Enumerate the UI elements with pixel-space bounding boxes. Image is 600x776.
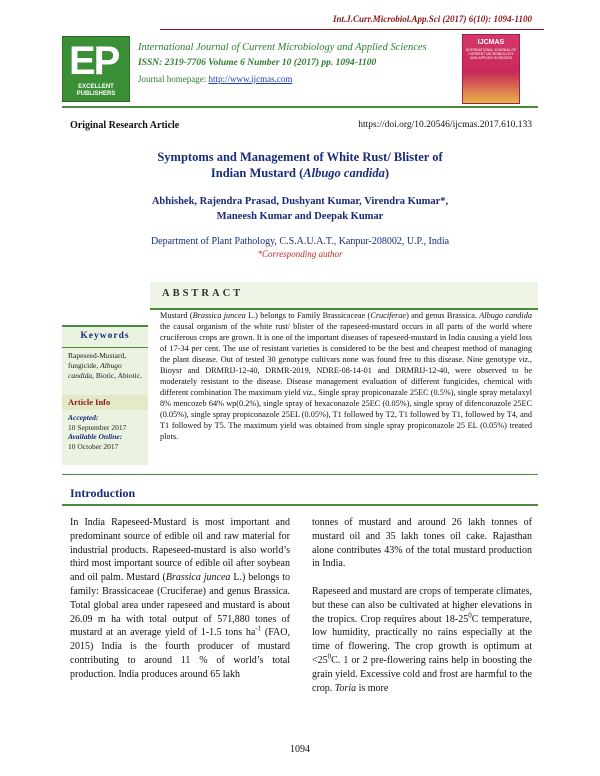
intro-fragment: C. 1 or 2 pre-flowering rains help in boosting the grain yield. Excessive cold and frost are harmful to the crop. — [312, 654, 532, 694]
affiliation: Department of Plant Pathology, C.S.A.U.A.T., Kanpur-208002, U.P., India — [150, 236, 450, 247]
introduction-right-column — [312, 516, 532, 695]
title-species: Albugo candida — [303, 166, 385, 180]
article-info — [68, 413, 148, 451]
abstract-text — [160, 310, 532, 442]
keywords-list — [68, 351, 146, 381]
introduction-divider — [62, 504, 538, 506]
header-divider — [62, 106, 538, 108]
abstract-latin-term: viz., — [302, 388, 317, 397]
abstract-species: Albugo candida — [479, 311, 532, 320]
abstract-bottom-divider — [62, 474, 538, 475]
journal-name: International Journal of Current Microbiology and Applied Sciences — [138, 42, 427, 53]
intro-superscript: -1 — [255, 625, 262, 634]
intro-fragment: L.) belongs to family: Brassicaceae (Cruciferae) and genus Brassica. Total global area under rapeseed and mustard is about 26.09 m ha with total output of 571,880 tones of mustard at an average yield of 1-1.5 tons ha — [70, 572, 291, 639]
authors — [0, 194, 600, 224]
intro-superscript: 0 — [327, 652, 332, 661]
authors-line-2: Maneesh Kumar and Deepak Kumar — [216, 211, 384, 222]
intro-species: Brassica juncea — [165, 572, 231, 584]
online-label: Available Online: — [68, 432, 123, 441]
intro-paragraph: tonnes of mustard and around 26 lakh tonnes of mustard oil and 35 lakh tones oil cake. Rajasthan alone contributes 43% of the total mustard production in India. — [312, 517, 532, 570]
keywords-divider — [62, 347, 148, 348]
abstract-latin-term: viz., — [518, 355, 532, 364]
introduction-left-column — [70, 516, 290, 682]
online-date: 10 October 2017 — [68, 441, 119, 451]
abstract-fragment: L.) belongs to Family Brassicaceae ( — [245, 311, 371, 320]
issn-line: ISSN: 2319-7706 Volume 6 Number 10 (2017) pp. 1094-1100 — [138, 58, 377, 68]
corresponding-author-note: *Corresponding author — [257, 249, 343, 259]
abstract-fragment: Mustard ( — [160, 311, 193, 320]
abstract-heading: ABSTRACT — [162, 288, 244, 299]
accepted-label: Accepted: — [68, 413, 99, 422]
introduction-heading: Introduction — [70, 486, 136, 500]
title-line-2 — [0, 165, 600, 181]
intro-species: Toria — [334, 682, 357, 694]
keywords-sidebar — [62, 325, 148, 465]
abstract-species: Cruciferae — [370, 311, 407, 320]
intro-fragment: (FAO, 2015) India is the fourth producer of mustard contributing to around 11 % of world’s total production. India produces around 65 lakh — [70, 627, 290, 680]
accepted-date: 10 September 2017 — [68, 422, 127, 432]
intro-fragment: Rapeseed and mustard are crops of temperate climates, but these can also be cultivated at higher elevations in the tropics. Crop requires about 18-25 — [312, 585, 532, 625]
page-number: 1094 — [290, 744, 310, 755]
abstract-species: Brassica juncea — [192, 311, 246, 320]
doi-link[interactable]: https://doi.org/10.20546/ijcmas.2017.610.133 — [358, 120, 532, 130]
abstract-fragment: Single spray propiconazale 25EC (0.5%), single spray metalaxyl 8% mencozeb 64% wp(0.2%), single spray of hexaconazole 25EC (0.05%), single spray of difenconazole 25EC (0.05%), single spray propiconazole 25EL (0.05%), T1 followed by T2, T1 followed by T1, followed by T4, and T1 followed by T5. The maximum yield was obtained from single spray propiconazole 25 EL (0.05%) treated plots. — [160, 388, 533, 441]
authors-line-1: Abhishek, Rajendra Prasad, Dushyant Kumar, Virendra Kumar*, — [151, 196, 449, 207]
keywords-heading: Keywords — [80, 331, 130, 341]
intro-paragraph — [312, 585, 532, 695]
title-text: Indian Mustard ( — [210, 166, 304, 180]
article-info-heading: Article Info — [62, 395, 148, 410]
intro-fragment: In India Rapeseed-Mustard is most important and predominant source of edible oil and raw material for industrial products. Rapeseed-mustard is also world’s third most important source of edible oil after soybean and oil palm. Mustard ( — [70, 517, 290, 584]
journal-cover-image — [462, 34, 520, 104]
intro-fragment: C temperature, low humidity, practically no rains especially at the time of flowering. The crop growth is optimum at <25 — [312, 613, 532, 666]
cover-subtitle: INTERNATIONAL JOURNAL OF CURRENT MICROBIOLOGY AND APPLIED SCIENCES — [465, 48, 517, 60]
keywords-fragment: Biotic, Abiotic. — [94, 371, 142, 380]
abstract-fragment: ) and genus Brassica. — [406, 311, 480, 320]
abstract-fragment: Bioysr and DRMRIJ-12-40, DRMR-2019, NDRE-08-14-01 and DRMRIJ-12-40, were observed to be moderately resistant to the disease. Disease management evaluation of different fungicides, chemical with different combination The maximum yield — [160, 366, 532, 397]
logo-letters: EP — [69, 39, 119, 83]
journal-homepage — [138, 74, 292, 84]
title-line-1: Symptoms and Management of White Rust/ Blister of — [157, 150, 443, 164]
homepage-link[interactable]: http://www.ijcmas.com — [208, 74, 293, 84]
citation-divider — [160, 29, 544, 30]
paper-title — [0, 149, 600, 181]
abstract-fragment: the causal organism of the white rust/ blister of the rapeseed-mustard occurs in all parts of the world where cruciferous crops are grown. It is one of the important diseases of rapeseed-mustard in India causing a yield loss of 17-34 per cent. The use of resistant varieties is considered to be the best and cheapest method of managing the plant disease. Out of tested 30 genotype cultivars none was found free to this disease. Nine genotype — [160, 322, 532, 364]
homepage-label: Journal homepage: — [138, 74, 209, 84]
intro-paragraph — [70, 516, 290, 682]
publisher-logo — [62, 36, 130, 102]
keywords-species: Albugo candida, — [68, 361, 122, 380]
intro-fragment: is more — [356, 682, 389, 694]
journal-citation: Int.J.Curr.Microbiol.App.Sci (2017) 6(10): 1094-1100 — [332, 14, 532, 24]
cover-title: IJCMAS — [477, 39, 505, 46]
title-close: ) — [384, 166, 390, 180]
intro-superscript: 0 — [468, 611, 472, 620]
logo-text: EXCELLENT PUBLISHERS — [76, 84, 116, 97]
abstract-header-band — [150, 282, 538, 308]
article-type: Original Research Article — [70, 120, 180, 131]
keywords-fragment: Rapeseed-Mustard, fungicide, — [68, 351, 127, 370]
